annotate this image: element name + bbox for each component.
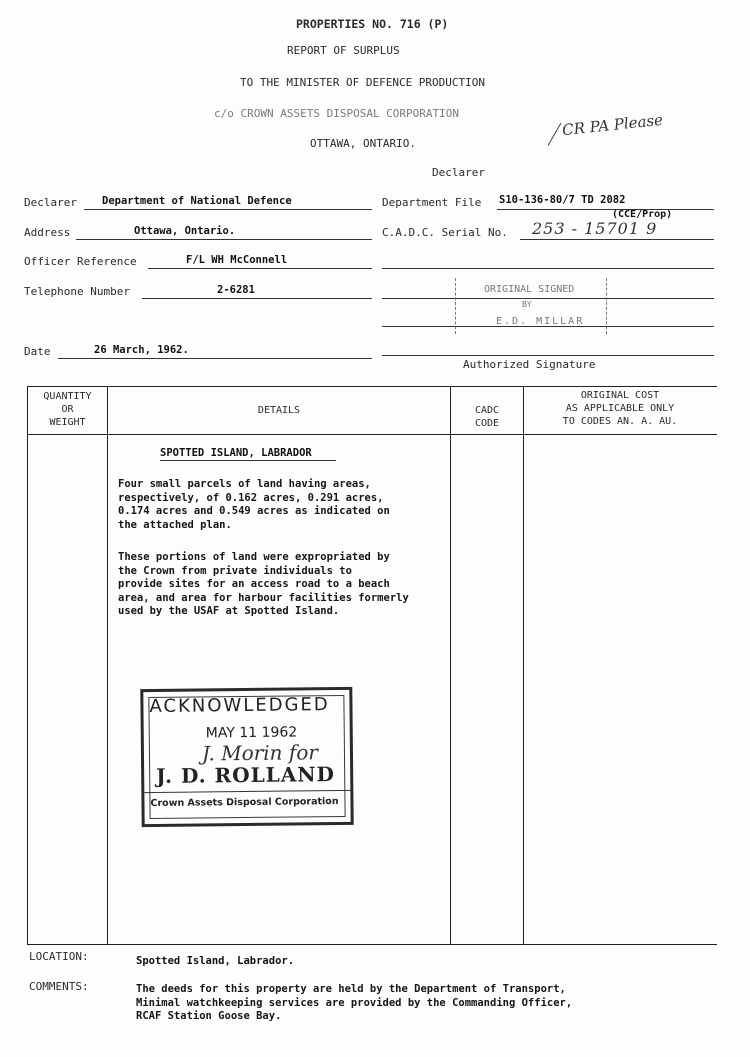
authorized-signature-label: Authorized Signature — [463, 358, 596, 371]
cadc-serial-handwritten: 253 - 15701 9 — [532, 219, 658, 238]
details-paragraph-1: Four small parcels of land having areas, respectively, of 0.162 acres, 0.291 acres, 0.174 acres and 0.549 acres as indicated on the attached plan. — [118, 478, 390, 531]
officer-reference-underline — [148, 268, 372, 269]
department-file-label: Department File — [382, 196, 482, 209]
column-cost-header: ORIGINAL COST AS APPLICABLE ONLY TO CODES AN. A. AU. — [562, 390, 678, 427]
stamp-date: MAY 11 1962 — [205, 724, 298, 742]
properties-number: PROPERTIES NO. 716 (P) — [296, 17, 449, 31]
table-col-divider-1 — [107, 386, 108, 944]
cadc-serial-suffix: (CCE/Prop) — [612, 209, 673, 220]
ghost-line-2: BY — [522, 300, 532, 309]
original-signed-ghost-stamp — [455, 278, 607, 334]
declarer-value: Department of National Defence — [102, 195, 292, 207]
details-paragraph-2: These portions of land were expropriated by the Crown from private individuals to provide sites for an access road to a beach area, and area for harbour facilities formerly used by the USAF at Spotted Island. — [118, 551, 409, 617]
acknowledged-stamp — [140, 687, 353, 827]
stamp-organization: Crown Assets Disposal Corporation — [150, 796, 339, 810]
table-top-border — [27, 386, 717, 387]
column-quantity-header: QUANTITY OR WEIGHT — [43, 391, 92, 428]
addressee-line: TO THE MINISTER OF DEFENCE PRODUCTION — [240, 76, 486, 89]
handwritten-slash — [548, 123, 562, 146]
table-col-divider-3 — [523, 386, 524, 944]
ghost-line-1: ORIGINAL SIGNED — [484, 284, 575, 295]
cadc-serial-label: C.A.D.C. Serial No. — [382, 226, 508, 239]
table-header-border — [27, 434, 717, 435]
officer-reference-value: F/L WH McConnell — [186, 254, 288, 266]
location-label: LOCATION: — [29, 950, 89, 963]
cadc-serial-underline — [520, 239, 714, 240]
column-cadc-header: CADC CODE — [474, 405, 500, 429]
stamp-name: J. D. ROLLAND — [156, 762, 336, 788]
table-bottom-border — [27, 944, 717, 945]
telephone-value: 2-6281 — [217, 284, 255, 296]
right-blank-line-1 — [382, 268, 714, 269]
comments-label: COMMENTS: — [29, 980, 89, 993]
column-details-header: DETAILS — [257, 405, 301, 416]
care-of-line: c/o CROWN ASSETS DISPOSAL CORPORATION — [214, 107, 460, 120]
stamp-acknowledged: ACKNOWLEDGED — [149, 694, 330, 718]
officer-reference-label: Officer Reference — [24, 255, 137, 268]
comments-value: The deeds for this property are held by the Department of Transport, Minimal watchkeeping services are provided by the Commanding Officer, RCAF Station Goose Bay. — [136, 983, 573, 1022]
property-title-underline — [160, 460, 336, 461]
handwritten-note: CR PA Please — [561, 110, 664, 140]
declarer-heading: Declarer — [432, 166, 485, 179]
property-title: SPOTTED ISLAND, LABRADOR — [160, 447, 312, 459]
signature-line — [382, 355, 714, 356]
date-label: Date — [24, 345, 51, 358]
declarer-label: Declarer — [24, 196, 77, 209]
ghost-line-3: E.D. MILLAR — [496, 316, 585, 327]
table-col-divider-2 — [450, 386, 451, 944]
telephone-label: Telephone Number — [24, 285, 130, 298]
address-value: Ottawa, Ontario. — [134, 225, 236, 237]
department-file-underline — [497, 209, 714, 210]
table-left-border — [27, 386, 28, 944]
city-line: OTTAWA, ONTARIO. — [310, 137, 416, 150]
telephone-underline — [142, 298, 372, 299]
declarer-underline — [84, 209, 372, 210]
report-title: REPORT OF SURPLUS — [287, 44, 400, 57]
department-file-value: S10-136-80/7 TD 2082 — [499, 194, 626, 206]
address-underline — [76, 239, 372, 240]
location-value: Spotted Island, Labrador. — [136, 955, 295, 967]
stamp-signature: J. Morin for — [201, 740, 318, 766]
address-label: Address — [24, 226, 71, 239]
date-value: 26 March, 1962. — [94, 344, 189, 356]
date-underline — [58, 358, 372, 359]
